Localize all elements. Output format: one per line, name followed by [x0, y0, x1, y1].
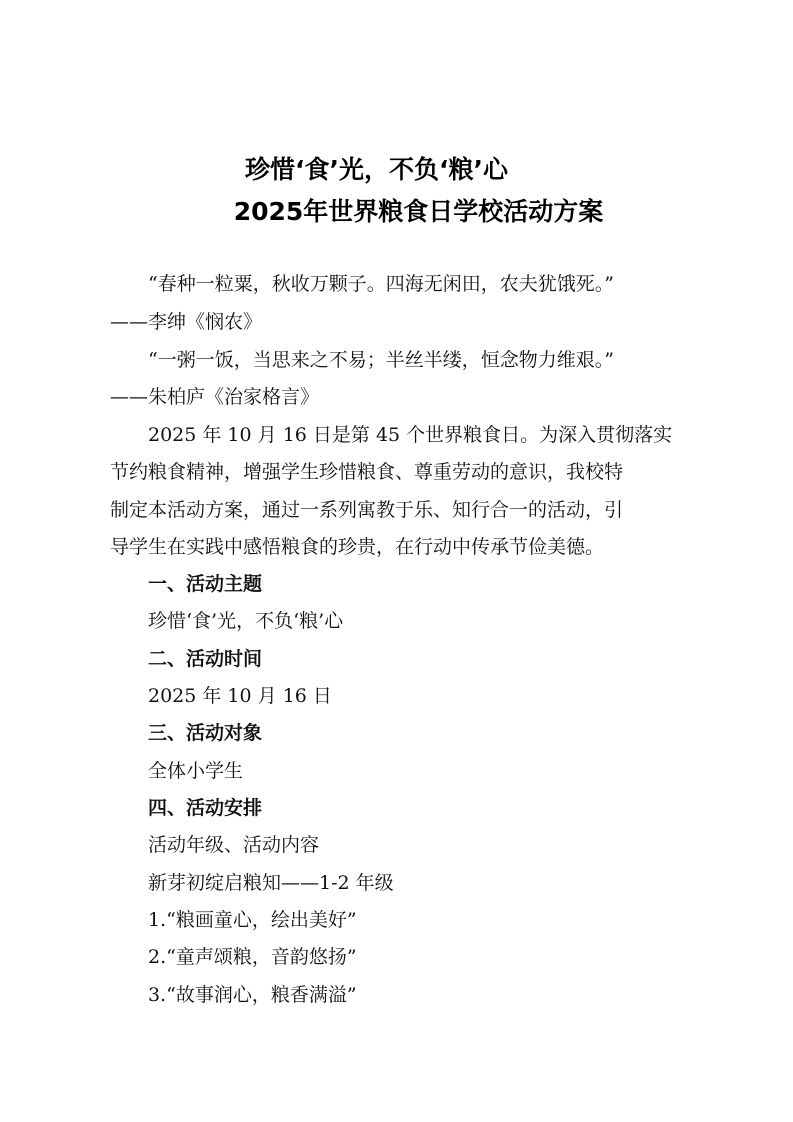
section-4-line-1: 活动年级、活动内容 — [148, 834, 320, 856]
intro-line-3: 制定本活动方案，通过一系列寓教于乐、知行合一的活动，引 — [110, 499, 624, 521]
section-1-heading: 一、活动主题 — [148, 573, 263, 595]
section-3-content: 全体小学生 — [148, 760, 244, 782]
section-2-content: 2025 年 10 月 16 日 — [148, 685, 332, 707]
section-1-content: 珍惜‘食’光，不负‘粮’心 — [148, 610, 344, 632]
intro-line-4: 导学生在实践中感悟粮食的珍贵，在行动中传承节俭美德。 — [110, 536, 605, 558]
quote-2-text: “一粥一饭，当思来之不易；半丝半缕，恒念物力维艰。” — [148, 349, 614, 371]
intro-line-1: 2025 年 10 月 16 日是第 45 个世界粮食日。为深入贯彻落实 — [148, 424, 673, 446]
document-title-line-2: 2025年世界粮食日学校活动方案 — [233, 197, 604, 226]
section-4-heading: 四、活动安排 — [148, 797, 263, 819]
section-3-heading: 三、活动对象 — [148, 722, 263, 744]
section-4-line-5: 3.“故事润心，粮香满溢” — [148, 984, 357, 1006]
quote-1-source: ——李绅《悯农》 — [110, 311, 263, 333]
section-4-line-2: 新芽初绽启粮知——1-2 年级 — [148, 872, 394, 894]
section-4-line-4: 2.“童声颂粮，音韵悠扬” — [148, 946, 357, 968]
document-title-line-1: 珍惜‘食’光，不负‘粮’心 — [245, 155, 508, 184]
quote-2-source: ——朱柏庐《治家格言》 — [110, 386, 320, 408]
section-2-heading: 二、活动时间 — [148, 648, 263, 670]
intro-line-2: 节约粮食精神，增强学生珍惜粮食、尊重劳动的意识，我校特 — [110, 461, 624, 483]
quote-1-text: “春种一粒粟，秋收万颗子。四海无闲田，农夫犹饿死。” — [148, 273, 614, 295]
section-4-line-3: 1.“粮画童心，绘出美好” — [148, 909, 357, 931]
